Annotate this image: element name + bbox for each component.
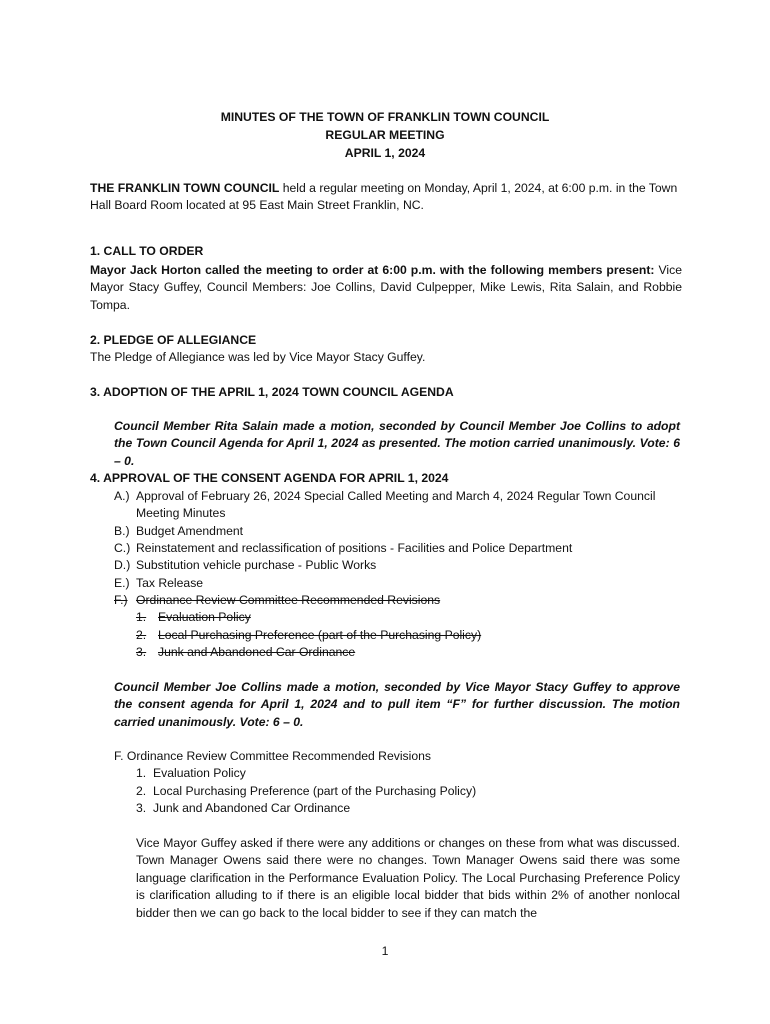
consent-item-b — [114, 523, 680, 540]
intro-paragraph — [90, 180, 682, 215]
struck-subitem-label: 2. — [136, 628, 147, 642]
title-line-1: MINUTES OF THE TOWN OF FRANKLIN TOWN COUNCIL — [220, 110, 550, 124]
consent-item-text: Budget Amendment — [136, 524, 244, 538]
consent-item-d — [114, 557, 680, 574]
f-subitem-2 — [136, 783, 676, 800]
consent-item-text: Approval of February 26, 2024 Special Called Meeting and March 4, 2024 Regular Town Council Meeting Minutes — [136, 489, 656, 521]
page-number: 1 — [381, 944, 389, 958]
section-1-paragraph — [90, 262, 682, 314]
consent-item-label: B.) — [114, 524, 130, 538]
consent-item-e — [114, 575, 680, 592]
intro-bold: THE FRANKLIN TOWN COUNCIL — [90, 181, 280, 195]
section-2-heading: 2. PLEDGE OF ALLEGIANCE — [90, 333, 257, 347]
consent-item-text: Tax Release — [136, 576, 204, 590]
section-1-text: Vice Mayor Stacy Guffey, Council Members: Joe Collins, David Culpepper, Mike Lewis, Rita Salain, and Robbie Tompa. — [90, 263, 682, 312]
struck-subitem-1 — [136, 609, 676, 626]
consent-item-f-struck — [114, 592, 680, 609]
f-subitem-label: 1. — [136, 766, 147, 780]
consent-item-label: A.) — [114, 489, 130, 503]
f-subitem-text: Local Purchasing Preference (part of the Purchasing Policy) — [153, 784, 477, 798]
f-subitem-label: 3. — [136, 801, 147, 815]
consent-item-text: Reinstatement and reclassification of positions - Facilities and Police Department — [136, 541, 573, 555]
title-line-2: REGULAR MEETING — [325, 128, 445, 142]
f-subitem-text: Evaluation Policy — [153, 766, 246, 780]
section-1-heading: 1. CALL TO ORDER — [90, 244, 204, 258]
section-3-motion: Council Member Rita Salain made a motion, seconded by Council Member Joe Collins to adopt the Town Council Agenda for April 1, 2024 as presented. The motion carried unanimously. Vote: 6 – 0. — [114, 419, 680, 468]
struck-subitem-label: 3. — [136, 645, 147, 659]
consent-item-label: E.) — [114, 576, 130, 590]
consent-item-text: Ordinance Review Committee Recommended Revisions — [136, 593, 441, 607]
consent-item-c — [114, 540, 680, 557]
section-2-text: The Pledge of Allegiance was led by Vice Mayor Stacy Guffey. — [90, 350, 426, 364]
struck-subitem-text: Local Purchasing Preference (part of the Purchasing Policy) — [158, 628, 482, 642]
consent-item-a — [114, 488, 680, 523]
consent-item-label: D.) — [114, 558, 131, 572]
consent-item-text: Substitution vehicle purchase - Public Works — [136, 558, 377, 572]
f-subitem-text: Junk and Abandoned Car Ordinance — [153, 801, 351, 815]
f-heading: F. Ordinance Review Committee Recommended Revisions — [114, 749, 431, 763]
section-3-heading: 3. ADOPTION OF THE APRIL 1, 2024 TOWN COUNCIL AGENDA — [90, 385, 454, 399]
consent-item-label: F.) — [114, 593, 128, 607]
section-4-motion: Council Member Joe Collins made a motion, seconded by Vice Mayor Stacy Guffey to approve the consent agenda for April 1, 2024 and to pull item “F” for further discussion. The motion carried unanimously. Vote: 6 – 0. — [114, 680, 680, 729]
title-line-3: APRIL 1, 2024 — [344, 146, 426, 160]
section-1-bold: Mayor Jack Horton called the meeting to order at 6:00 p.m. with the following members present: — [90, 263, 655, 277]
section-4-heading: 4. APPROVAL OF THE CONSENT AGENDA FOR APRIL 1, 2024 — [90, 471, 449, 485]
intro-text: held a regular meeting on Monday, April 1, 2024, at 6:00 p.m. in the Town Hall Board Room located at 95 East Main Street Franklin, NC. — [90, 181, 678, 213]
consent-item-label: C.) — [114, 541, 131, 555]
f-subitem-label: 2. — [136, 784, 147, 798]
struck-subitem-3 — [136, 644, 676, 661]
f-subitem-1 — [136, 765, 676, 782]
struck-subitem-2 — [136, 627, 676, 644]
discussion-paragraph: Vice Mayor Guffey asked if there were any additions or changes on these from what was discussed. Town Manager Owens said there were no changes. Town Manager Owens said there was some language clarification in the Performance Evaluation Policy. The Local Purchasing Preference Policy is clarification alluding to if there is an eligible local bidder that bids within 2% of another nonlocal bidder then we can go back to the local bidder to see if they can match the — [136, 836, 680, 920]
struck-subitem-text: Junk and Abandoned Car Ordinance — [158, 645, 356, 659]
struck-subitem-label: 1. — [136, 610, 147, 624]
struck-subitem-text: Evaluation Policy — [158, 610, 251, 624]
f-subitem-3 — [136, 800, 676, 817]
